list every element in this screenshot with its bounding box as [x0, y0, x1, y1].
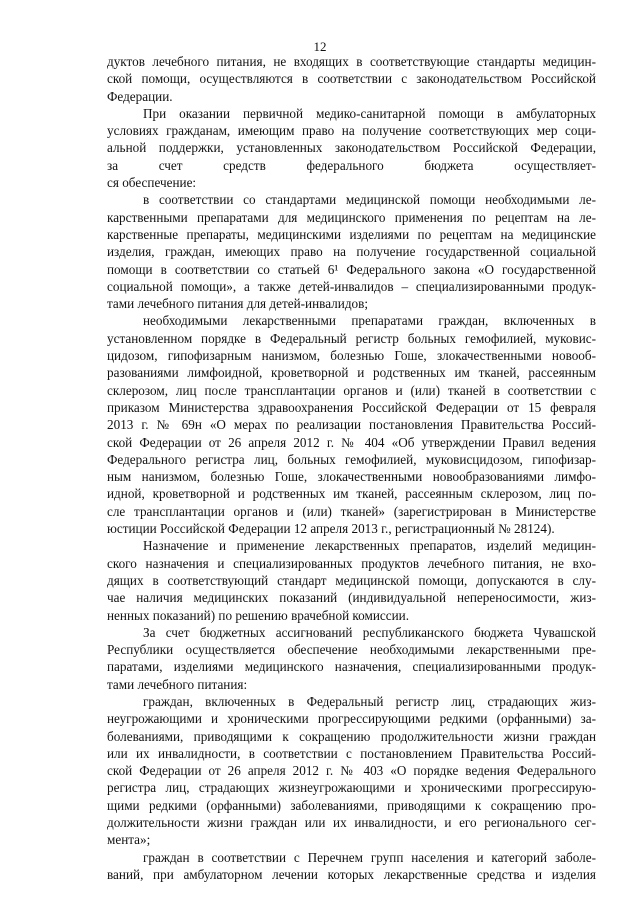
text-line: 2013 г. № 69н «О мерах по реализации постановления Правительства Россий-: [107, 417, 596, 433]
text-line: приказом Министерства здравоохранения Российской Федерации от 15 февраля: [107, 399, 596, 415]
text-line: ской помощи, осуществляются в соответствии с законодательством Российской: [107, 71, 596, 87]
text-line: граждан в соответствии с Перечнем групп населения и категорий заболе-: [143, 849, 596, 865]
text-line: граждан, включенных в Федеральный регистр лиц, страдающих жиз-: [143, 693, 596, 709]
paragraph: [107, 105, 596, 191]
text-line: карственными препаратами для медицинского применения по рецептам на ле-: [107, 209, 596, 225]
text-line: ся обеспечение:: [107, 175, 197, 191]
text-line: тами лечебного питания:: [107, 676, 248, 692]
paragraph: [107, 537, 596, 623]
text-line: карственные препараты, медицинскими изделиями по рецептам на медицинские: [107, 226, 596, 242]
text-line: необходимыми лекарственными препаратами граждан, включенных в: [143, 313, 596, 329]
text-line: Назначение и применение лекарственных препаратов, изделий медицин-: [143, 538, 596, 554]
page-number: 12: [313, 39, 327, 54]
paragraph: [107, 624, 596, 693]
text-line: При оказании первичной медико-санитарной помощи в амбулаторных: [143, 105, 596, 121]
text-line: цидозом, гипофизарным нанизмом, болезнью Гоше, злокачественными новооб-: [107, 348, 596, 364]
text-line: социальной помощи», а также детей-инвалидов – специализированными продук-: [107, 278, 596, 294]
text-line: регистра лиц, страдающих жизнеугрожающими и хроническими прогрессирую-: [107, 780, 596, 796]
text-line: помощи в соответствии со статьей 6¹ Федерального закона «О государственной: [107, 261, 596, 277]
text-line: ской Федерации от 26 апреля 2012 г. № 404 «Об утверждении Правил ведения: [107, 434, 596, 450]
text-line: чае наличия медицинских показаний (индивидуальной непереносимости, жиз-: [107, 590, 596, 606]
text-line: тами лечебного питания для детей-инвалидов;: [107, 296, 369, 312]
text-line: установленном порядке в Федеральный регистр больных гемофилией, муковис-: [107, 330, 596, 346]
text-line: дуктов лечебного питания, не входящих в соответствующие стандарты медицин-: [107, 54, 596, 69]
text-line: или их инвалидности, в соответствии с постановлением Правительства Россий-: [107, 745, 596, 761]
text-line: Республики осуществляется обеспечение необходимыми лекарственными пре-: [107, 642, 596, 658]
text-line: разованиями лимфоидной, кроветворной и родственных им тканей, рассеянным: [107, 365, 596, 381]
text-line: идной, кроветворной и родственных им тканей, рассеянным склерозом, лиц по-: [107, 486, 596, 502]
text-line: ным нанизмом, болезнью Гоше, злокачественными новообразованиями лимфо-: [107, 469, 596, 485]
text-line: За счет бюджетных ассигнований республиканского бюджета Чувашской: [143, 624, 596, 640]
paragraph: [107, 191, 596, 312]
text-line: сле трансплантации органов и (или) тканей» (зарегистрирован в Министерстве: [107, 503, 596, 519]
text-line: изделия, граждан, имеющих право на получение государственной социальной: [107, 244, 596, 260]
paragraph: [107, 693, 596, 849]
paragraph: [107, 53, 596, 105]
text-line: за счет средств федерального бюджета осуществляет-: [107, 157, 596, 173]
document-body: [107, 53, 596, 883]
text-line: альной поддержки, установленных законодательством Российской Федерации,: [107, 140, 596, 156]
text-line: должительности жизни граждан или их инвалидности, и его регионального сег-: [107, 815, 596, 831]
text-line: щими редкими (орфанными) заболеваниями, приводящими к сокращению про-: [107, 797, 596, 813]
text-line: дящих в соответствующий стандарт медицинской помощи, допускаются в слу-: [107, 572, 596, 588]
text-line: Федерального регистра лиц, больных гемофилией, муковисцидозом, гипофизар-: [107, 451, 596, 467]
text-line: склерозом, лиц после трансплантации органов и (или) тканей в соответствии с: [107, 382, 596, 398]
paragraph: [107, 312, 596, 537]
paragraph: [107, 849, 596, 884]
text-line: в соответствии со стандартами медицинской помощи необходимыми ле-: [143, 192, 596, 208]
text-line: мента»;: [107, 832, 151, 848]
text-line: болеваниями, приводящими к сокращению продолжительности жизни граждан: [107, 728, 596, 744]
text-line: ваний, при амбулаторном лечении которых лекарственные средства и изделия: [107, 866, 596, 882]
text-line: ского назначения и специализированных продуктов лечебного питания, не вхо-: [107, 555, 596, 571]
text-line: юстиции Российской Федерации 12 апреля 2013 г., регистрационный № 28124).: [107, 521, 555, 537]
text-line: условиях гражданам, имеющим право на получение соответствующих мер соци-: [107, 123, 596, 139]
text-line: паратами, изделиями медицинского назначения, специализированными продук-: [107, 659, 596, 675]
text-line: неугрожающими и хроническими прогрессирующими редкими (орфанными) за-: [107, 711, 596, 727]
text-line: ненных показаний) по решению врачебной комиссии.: [107, 607, 410, 623]
text-line: ской Федерации от 26 апреля 2012 г. № 403 «О порядке ведения Федерального: [107, 763, 596, 779]
text-line: Федерации.: [107, 88, 173, 104]
